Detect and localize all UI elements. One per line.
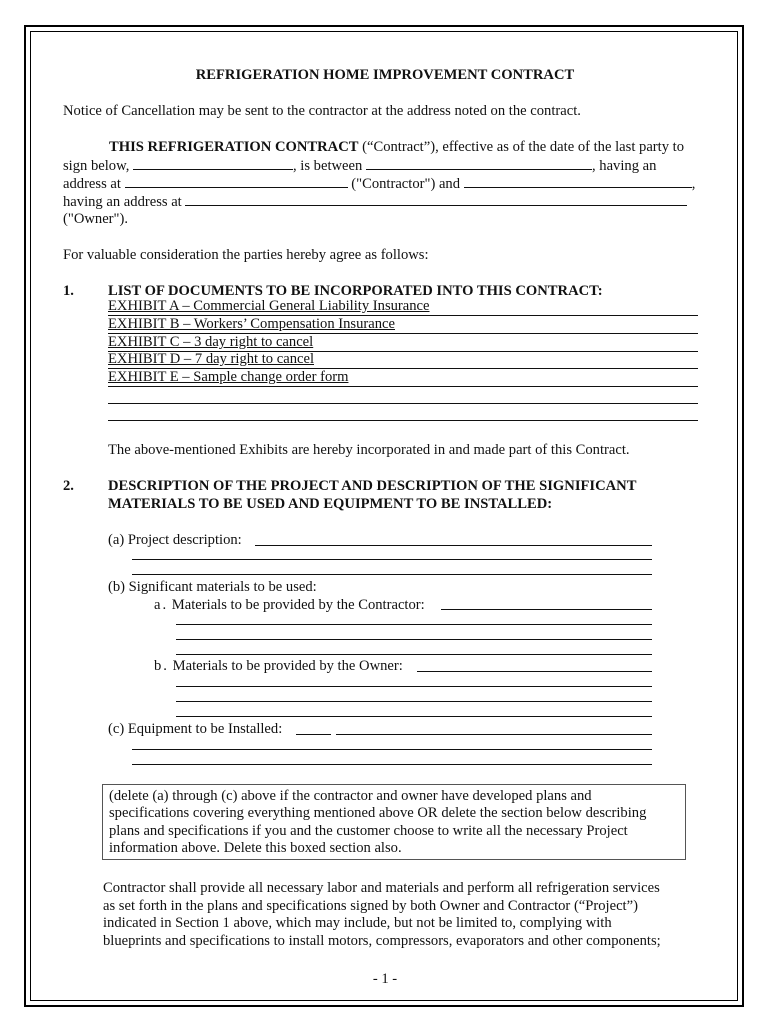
intro-line-2-label: sign below, <box>63 158 130 174</box>
consideration-text: For valuable consideration the parties hereby agree as follows: <box>63 247 429 263</box>
owner-materials-line-2[interactable] <box>176 686 652 687</box>
exhibits-incorporated-text: The above-mentioned Exhibits are hereby incorporated in and made part of this Contract. <box>108 442 630 458</box>
cancellation-notice: Notice of Cancellation may be sent to the contractor at the address noted on the contract. <box>63 103 581 119</box>
intro-line-2 <box>63 156 656 175</box>
exhibit-c <box>108 334 698 352</box>
exhibit-e <box>108 369 698 387</box>
body-line-1: Contractor shall provide all necessary labor and materials and perform all refrigeration services <box>103 880 660 896</box>
contractor-materials-label: Materials to be provided by the Contractor: <box>171 597 425 613</box>
body-line-4: blueprints and specifications to install motors, compressors, evaporators and other components; <box>103 933 661 949</box>
owner-name-field[interactable] <box>464 174 692 188</box>
project-description-line-2[interactable] <box>132 559 652 560</box>
significant-materials-label: (b) Significant materials to be used: <box>108 579 317 595</box>
project-description-line-1[interactable] <box>255 545 652 546</box>
owner-materials-line-4[interactable] <box>176 716 652 717</box>
exhibit-blank-line-2[interactable] <box>108 420 698 421</box>
intro-line-3 <box>63 174 695 193</box>
section-1-heading: LIST OF DOCUMENTS TO BE INCORPORATED INTO THIS CONTRACT: <box>108 283 603 299</box>
intro-line-4 <box>63 192 687 211</box>
exhibit-d <box>108 351 698 369</box>
exhibit-d-label: EXHIBIT D – 7 day right to cancel <box>108 351 315 367</box>
body-line-2: as set forth in the plans and specifications signed by both Owner and Contractor (“Project”) <box>103 898 638 914</box>
intro-line-5: ("Owner"). <box>63 211 128 227</box>
intro-bold-lead: THIS REFRIGERATION CONTRACT <box>109 139 359 155</box>
exhibit-c-label: EXHIBIT C – 3 day right to cancel <box>108 334 314 350</box>
contractor-materials-line-3[interactable] <box>176 639 652 640</box>
owner-materials-label: Materials to be provided by the Owner: <box>172 658 403 674</box>
equipment-line-2[interactable] <box>132 749 652 750</box>
exhibit-e-label: EXHIBIT E – Sample change order form <box>108 369 349 385</box>
contractor-address-field[interactable] <box>125 174 348 188</box>
equipment-line-1[interactable] <box>336 734 652 735</box>
section-2-number: 2. <box>63 478 74 494</box>
contractor-materials-row <box>154 596 425 614</box>
contractor-materials-letter: a. <box>154 597 169 613</box>
note-line-2: specifications covering everything mentioned above OR delete the section below describing <box>109 805 647 821</box>
exhibit-a <box>108 298 698 316</box>
intro-line-4-label: having an address at <box>63 194 182 210</box>
project-description-line-3[interactable] <box>132 574 652 575</box>
equipment-line-3[interactable] <box>132 764 652 765</box>
note-line-4: information above. Delete this boxed section also. <box>109 840 402 856</box>
owner-materials-letter: b. <box>154 658 169 674</box>
page-number: - 1 - <box>372 971 398 987</box>
body-line-3: indicated in Section 1 above, which may include, but not be limited to, complying with <box>103 915 612 931</box>
contractor-materials-line-1[interactable] <box>441 609 652 610</box>
intro-line-2-between: , is between <box>293 158 363 174</box>
intro-line-3-contractor: ("Contractor") and <box>351 176 461 192</box>
intro-line-2-having: , having an <box>591 158 657 174</box>
effective-date-field[interactable] <box>133 156 293 170</box>
exhibit-a-label: EXHIBIT A – Commercial General Liability Insurance <box>108 298 430 314</box>
contractor-name-field[interactable] <box>366 156 592 170</box>
equipment-label: (c) Equipment to be Installed: <box>108 721 283 737</box>
owner-materials-line-1[interactable] <box>417 671 652 672</box>
exhibit-b-label: EXHIBIT B – Workers’ Compensation Insurance <box>108 316 395 332</box>
intro-line-1-rest: (“Contract”), effective as of the date of the last party to <box>362 139 685 155</box>
contractor-materials-line-2[interactable] <box>176 624 652 625</box>
contractor-materials-line-4[interactable] <box>176 654 652 655</box>
intro-line-3-comma: , <box>691 176 696 192</box>
document-title: REFRIGERATION HOME IMPROVEMENT CONTRACT <box>195 67 575 83</box>
owner-address-field[interactable] <box>185 192 687 206</box>
intro-line-1 <box>109 138 684 156</box>
note-line-3: plans and specifications if you and the customer choose to write all the necessary Project <box>109 823 628 839</box>
owner-materials-line-3[interactable] <box>176 701 652 702</box>
section-2-heading-line-2: MATERIALS TO BE USED AND EQUIPMENT TO BE INSTALLED: <box>108 496 553 512</box>
project-description-label: (a) Project description: <box>108 532 242 548</box>
owner-materials-row <box>154 657 403 675</box>
section-2-heading-line-1: DESCRIPTION OF THE PROJECT AND DESCRIPTION OF THE SIGNIFICANT <box>108 478 637 494</box>
exhibit-blank-line-1[interactable] <box>108 403 698 404</box>
section-1-number: 1. <box>63 283 74 299</box>
note-line-1: (delete (a) through (c) above if the contractor and owner have developed plans and <box>109 788 592 804</box>
equipment-line-short[interactable] <box>296 734 331 735</box>
intro-line-3-label: address at <box>63 176 121 192</box>
exhibit-b <box>108 316 698 334</box>
